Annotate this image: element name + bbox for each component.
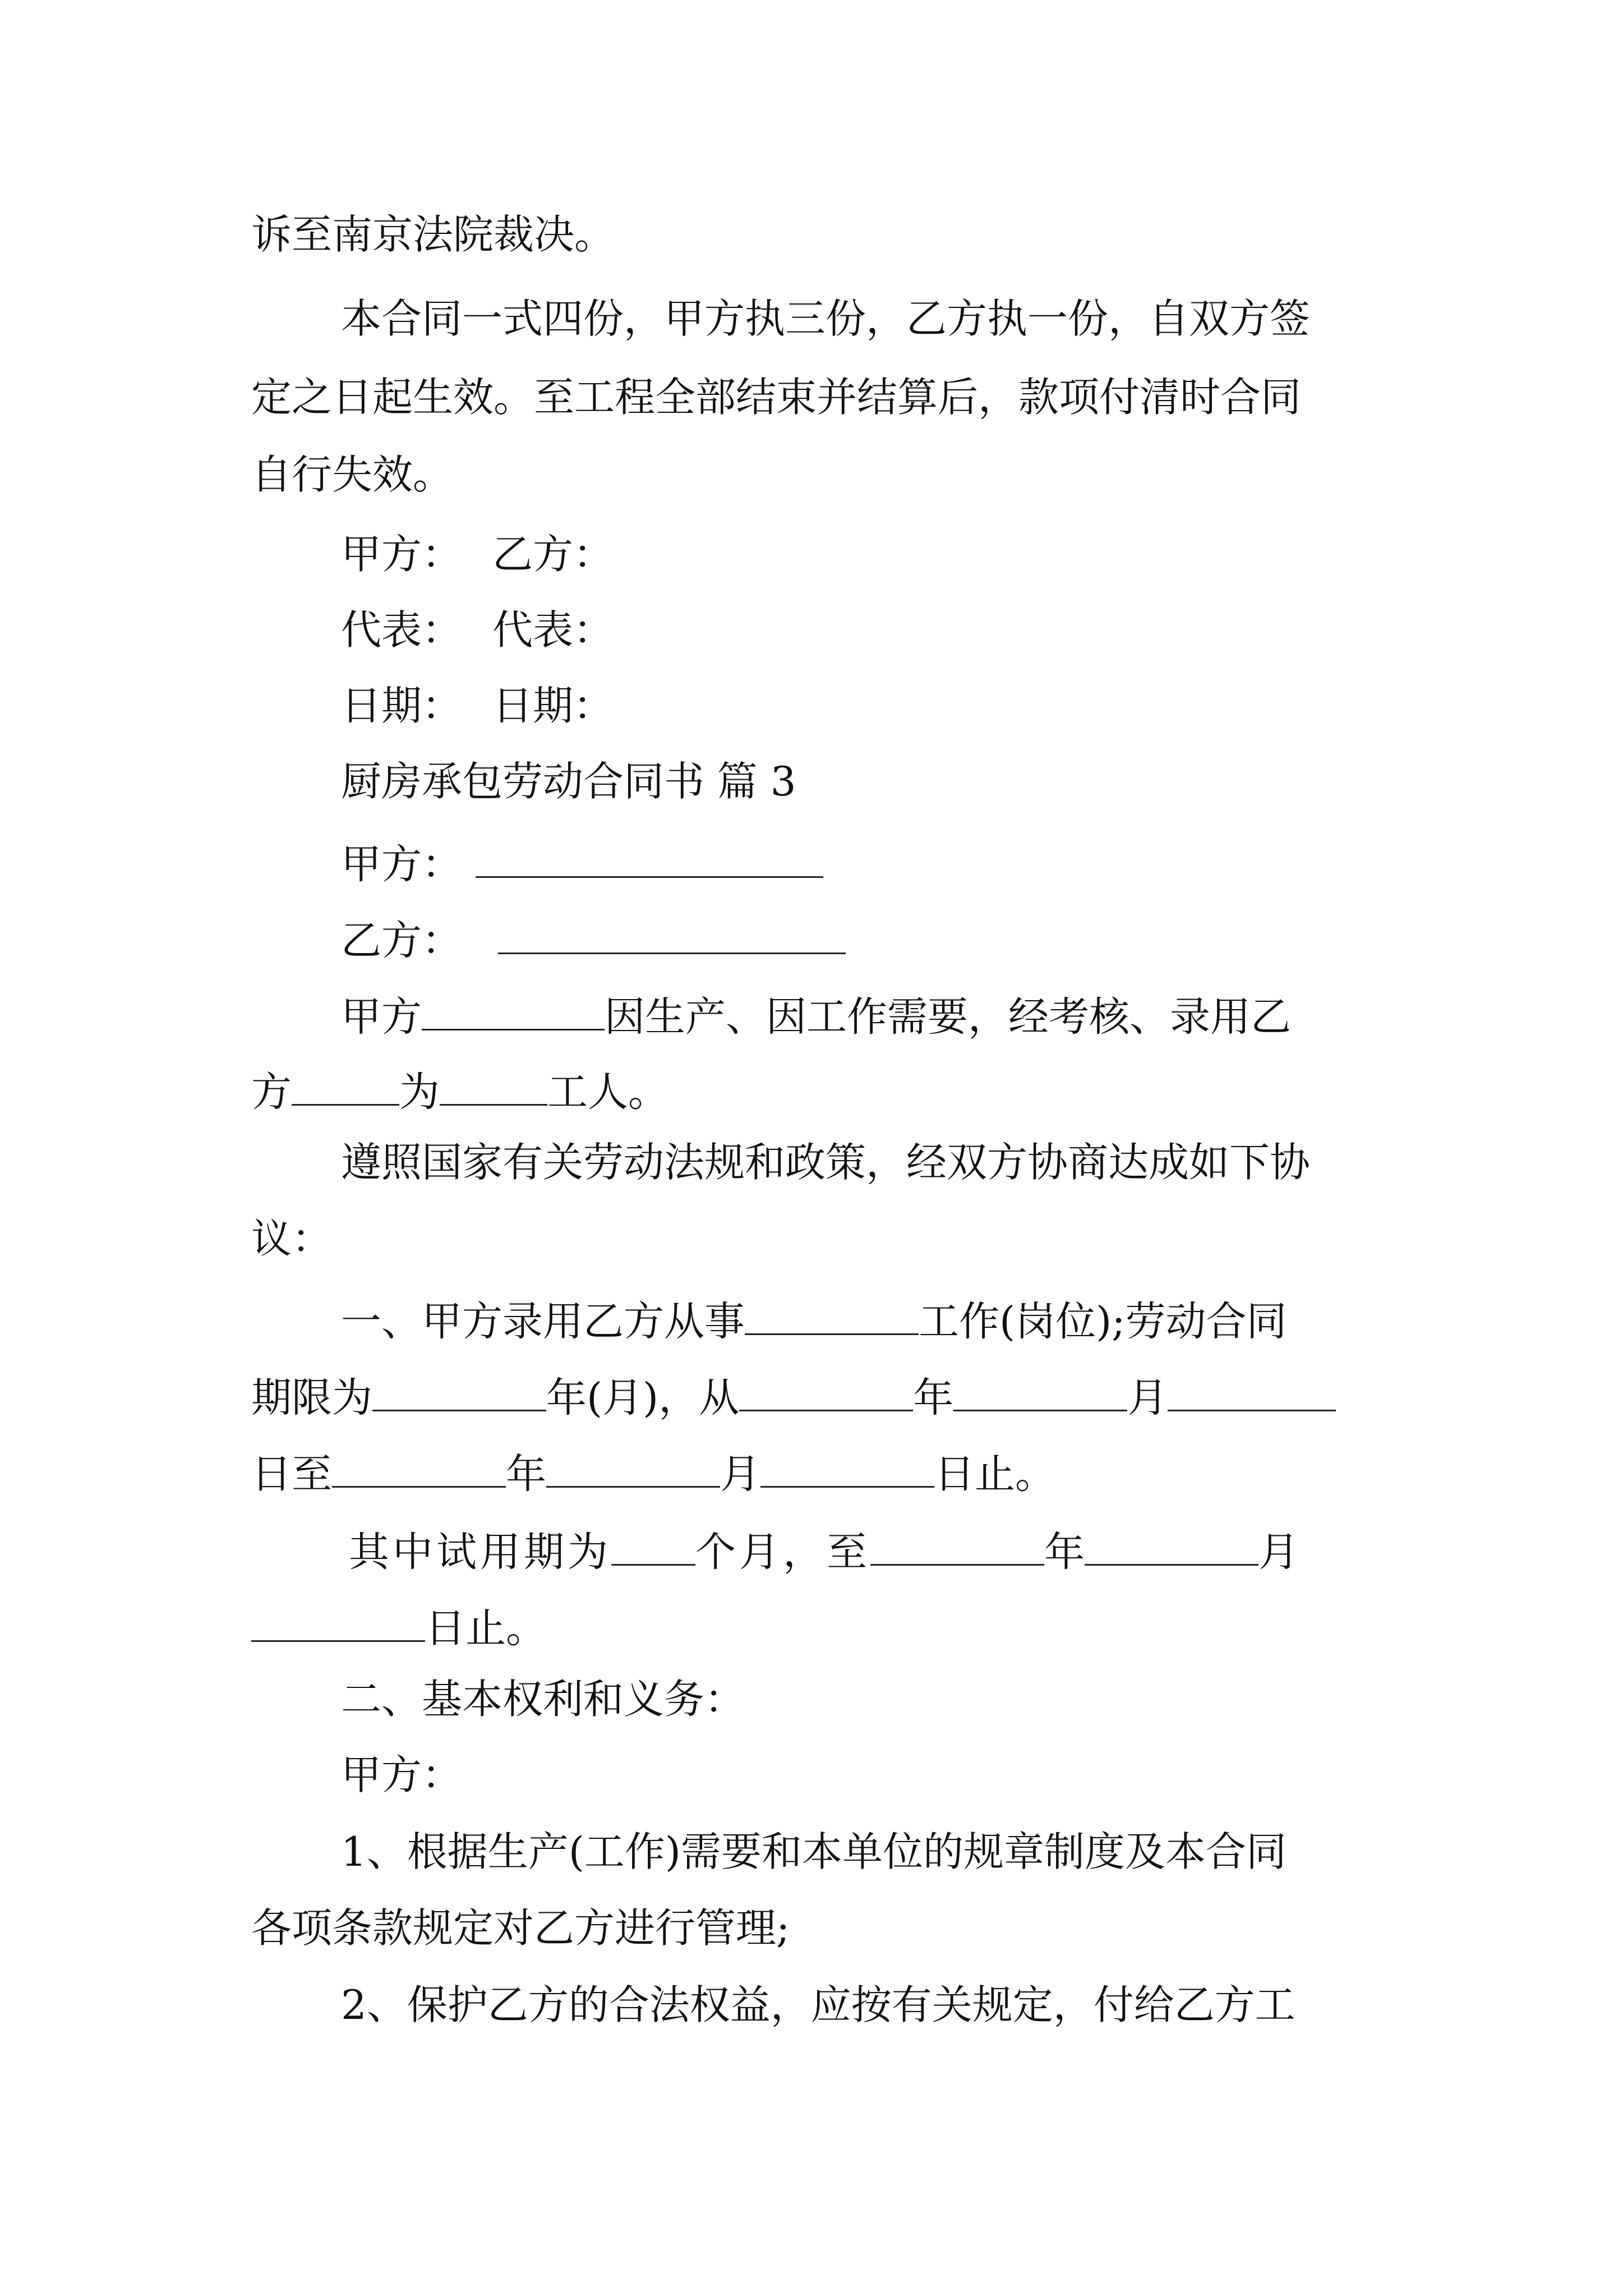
text-segment: 甲方	[341, 993, 422, 1041]
paragraph-line: 议：	[251, 1215, 333, 1262]
text-segment: 年	[913, 1374, 954, 1421]
end-month-blank	[546, 1448, 720, 1488]
clause-1-line-2	[251, 1372, 1336, 1421]
term-blank	[372, 1372, 546, 1411]
employer-blank	[422, 991, 605, 1030]
text-segment: 月	[720, 1450, 761, 1498]
end-year-blank	[332, 1448, 506, 1488]
job-type-blank	[440, 1066, 547, 1106]
start-year-blank	[739, 1372, 913, 1411]
text-segment: 方	[251, 1068, 292, 1116]
text-segment: 月	[1258, 1528, 1299, 1576]
probation-months-blank	[611, 1526, 695, 1566]
start-day-blank	[1168, 1372, 1336, 1411]
job-blank	[745, 1295, 919, 1335]
hire-paragraph-line-1	[341, 991, 1292, 1041]
end-day-blank	[760, 1448, 934, 1488]
party-b-label: 乙方：	[341, 917, 463, 964]
probation-line-2	[251, 1602, 547, 1652]
party-b-line	[341, 914, 846, 964]
party-a-line	[341, 838, 823, 888]
party-a-date-label: 日期：	[341, 682, 463, 729]
text-segment: 月	[1127, 1374, 1168, 1421]
party-b-date-label: 日期：	[492, 682, 614, 729]
text-segment: 工人。	[547, 1068, 669, 1116]
clause-2-title: 二、基本权利和义务：	[341, 1676, 745, 1723]
employee-name-blank	[292, 1066, 399, 1106]
party-b-signature-label: 乙方：	[492, 531, 614, 578]
party-a-representative-label: 代表：	[341, 606, 463, 654]
paragraph-line: 诉至南京法院裁决。	[251, 211, 615, 258]
paragraph-line: 遵照国家有关劳动法规和政策，经双方协商达成如下协	[341, 1139, 1311, 1186]
clause-2-item-1-line-1: 1、根据生产(工作)需要和本单位的规章制度及本合同	[341, 1828, 1287, 1875]
probation-year-blank	[870, 1526, 1044, 1566]
probation-line-1	[349, 1526, 1299, 1576]
text-segment: 年(月)，从	[546, 1374, 740, 1421]
text-segment: 日止。	[934, 1450, 1056, 1498]
text-segment: 工作(岗位);劳动合同	[919, 1297, 1287, 1345]
text-segment: 为	[399, 1068, 440, 1116]
party-b-representative-label: 代表：	[492, 606, 614, 654]
section-title: 厨房承包劳动合同书 篇 3	[341, 758, 796, 805]
party-a-label: 甲方：	[341, 840, 463, 888]
text-segment: 期限为	[251, 1374, 373, 1421]
text-segment: 因生产、因工作需要，经考核、录用乙	[605, 993, 1292, 1041]
text-segment: 一、甲方录用乙方从事	[341, 1297, 745, 1345]
text-segment: 日至	[251, 1450, 333, 1498]
probation-day-blank	[251, 1602, 425, 1642]
clause-2-item-1-line-2: 各项条款规定对乙方进行管理;	[251, 1904, 790, 1952]
paragraph-line: 本合同一式四份，甲方执三份，乙方执一份，自双方签	[341, 295, 1311, 342]
party-a-signature-label: 甲方：	[341, 531, 463, 578]
text-segment: 其中试用期为	[349, 1528, 612, 1576]
hire-paragraph-line-2	[251, 1066, 669, 1116]
text-segment: 个月，至	[695, 1528, 871, 1576]
text-segment: 年	[506, 1450, 547, 1498]
paragraph-line: 自行失效。	[251, 451, 454, 498]
start-month-blank	[953, 1372, 1127, 1411]
party-a-blank	[476, 838, 823, 878]
clause-2-item-2-line-1: 2、保护乙方的合法权益，应按有关规定，付给乙方工	[341, 1981, 1295, 2028]
clause-2-party-a: 甲方：	[341, 1751, 463, 1798]
text-segment: 年	[1044, 1528, 1085, 1576]
clause-1-line-3	[251, 1448, 1056, 1498]
party-b-blank	[498, 914, 846, 954]
clause-1-line-1	[341, 1295, 1287, 1345]
text-segment: 日止。	[425, 1604, 547, 1652]
paragraph-line: 定之日起生效。至工程全部结束并结算后，款项付清时合同	[251, 374, 1302, 421]
probation-month-blank	[1085, 1526, 1258, 1566]
